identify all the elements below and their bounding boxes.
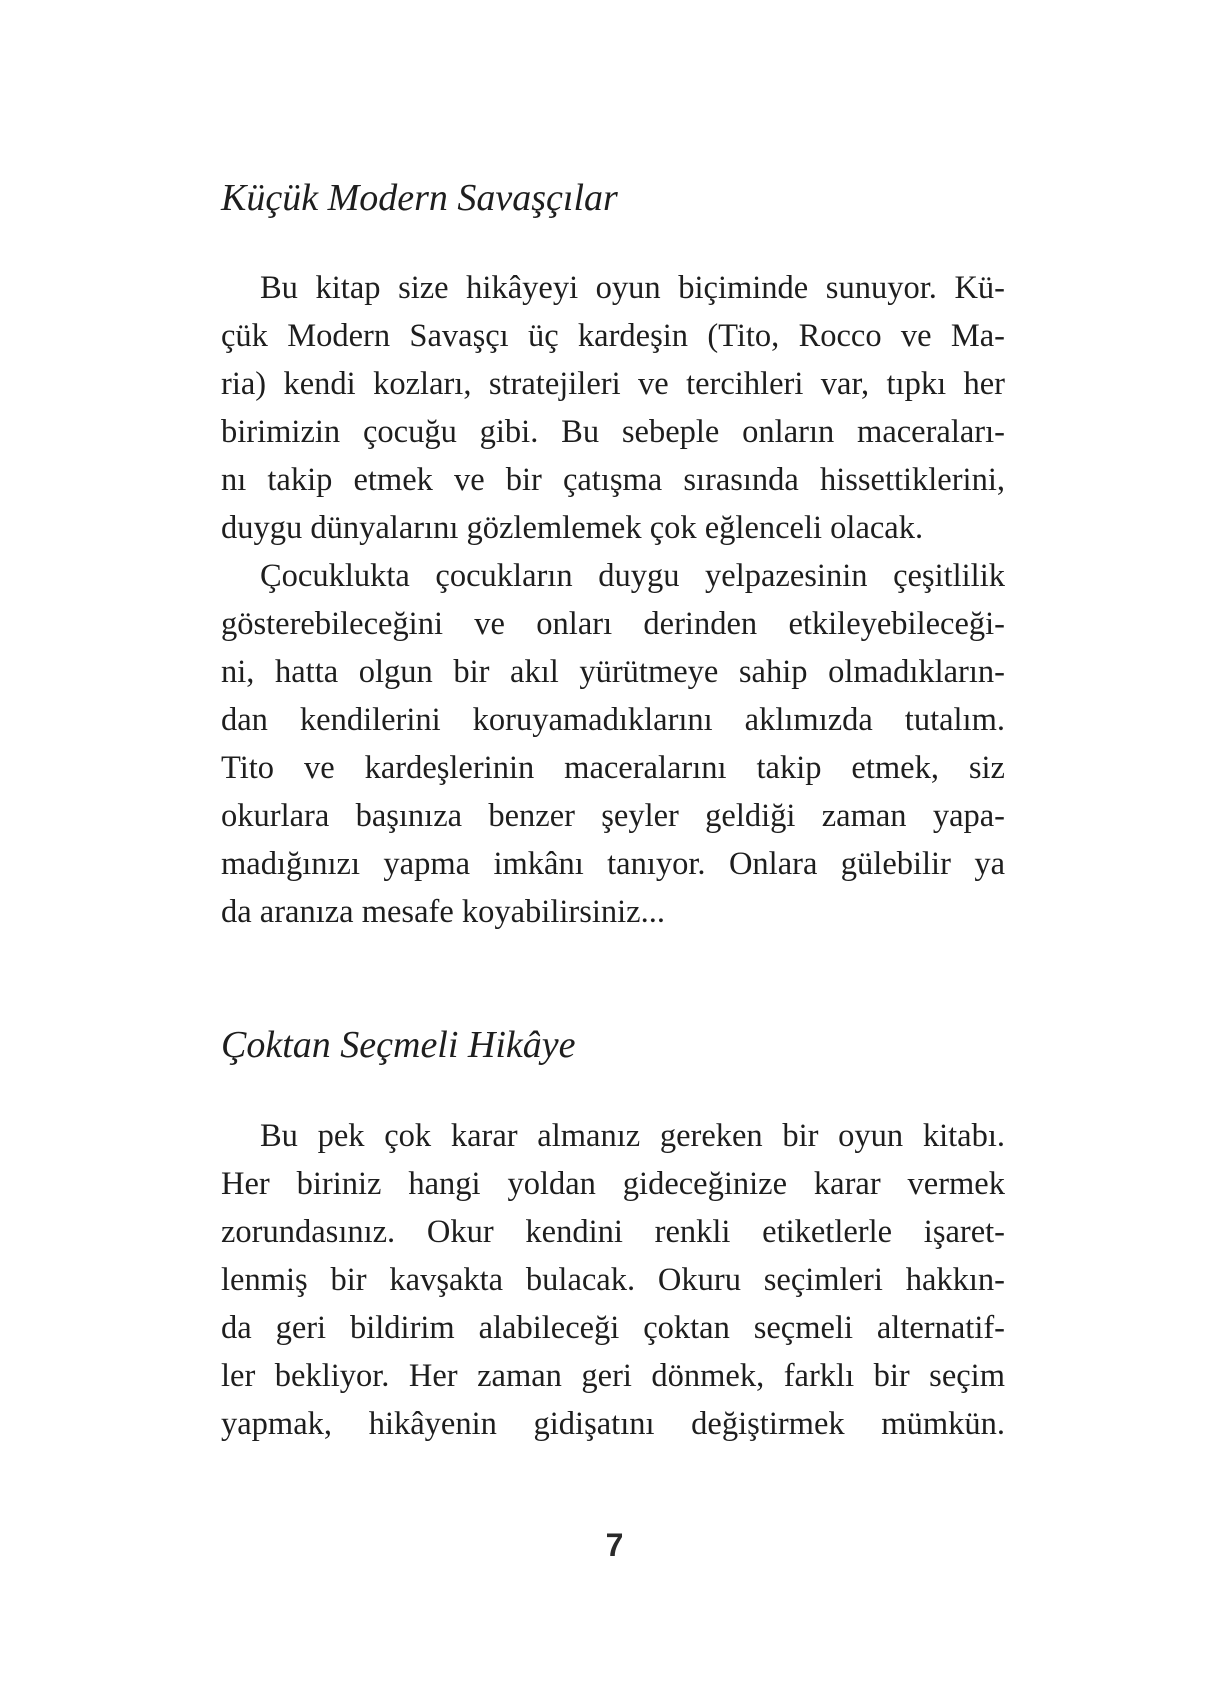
text-line: yapmak, hikâyenin gidişatını değiştirmek mümkün. — [221, 1406, 1005, 1442]
text-line: Tito ve kardeşlerinin maceralarını takip etmek, siz — [221, 750, 1005, 786]
text-line: Bu kitap size hikâyeyi oyun biçiminde sunuyor. Kü- — [260, 270, 1005, 306]
text-line: çük Modern Savaşçı üç kardeşin (Tito, Rocco ve Ma- — [221, 318, 1005, 354]
text-line: nı takip etmek ve bir çatışma sırasında hissettiklerini, — [221, 462, 1005, 498]
text-line: ria) kendi kozları, stratejileri ve tercihleri var, tıpkı her — [221, 366, 1005, 402]
text-line: ler bekliyor. Her zaman geri dönmek, farklı bir seçim — [221, 1358, 1005, 1394]
text-line: da geri bildirim alabileceği çoktan seçmeli alternatif- — [221, 1310, 1005, 1346]
section-body — [221, 1112, 1005, 1448]
text-line: madığınızı yapma imkânı tanıyor. Onlara gülebilir ya — [221, 846, 1005, 882]
text-line: birimizin çocuğu gibi. Bu sebeple onların maceraları- — [221, 414, 1005, 450]
text-line: Çocuklukta çocukların duygu yelpazesinin çeşitlilik — [260, 558, 1005, 594]
text-line: okurlara başınıza benzer şeyler geldiği zaman yapa- — [221, 798, 1005, 834]
section-body — [221, 264, 1005, 936]
section-heading: Küçük Modern Savaşçılar — [221, 177, 618, 219]
section-heading: Çoktan Seçmeli Hikâye — [221, 1024, 576, 1066]
page-number: 7 — [605, 1527, 624, 1563]
text-line: lenmiş bir kavşakta bulacak. Okuru seçimleri hakkın- — [221, 1262, 1005, 1298]
text-line: ni, hatta olgun bir akıl yürütmeye sahip olmadıkların- — [221, 654, 1005, 690]
text-line: zorundasınız. Okur kendini renkli etiketlerle işaret- — [221, 1214, 1005, 1250]
text-line: da aranıza mesafe koyabilirsiniz... — [221, 894, 665, 930]
text-line: Bu pek çok karar almanız gereken bir oyun kitabı. — [260, 1118, 1005, 1154]
text-line: duygu dünyalarını gözlemlemek çok eğlenceli olacak. — [221, 510, 924, 546]
text-line: gösterebileceğini ve onları derinden etkileyebileceği- — [221, 606, 1005, 642]
text-line: Her biriniz hangi yoldan gideceğinize karar vermek — [221, 1166, 1005, 1202]
text-line: dan kendilerini koruyamadıklarını aklımızda tutalım. — [221, 702, 1005, 738]
